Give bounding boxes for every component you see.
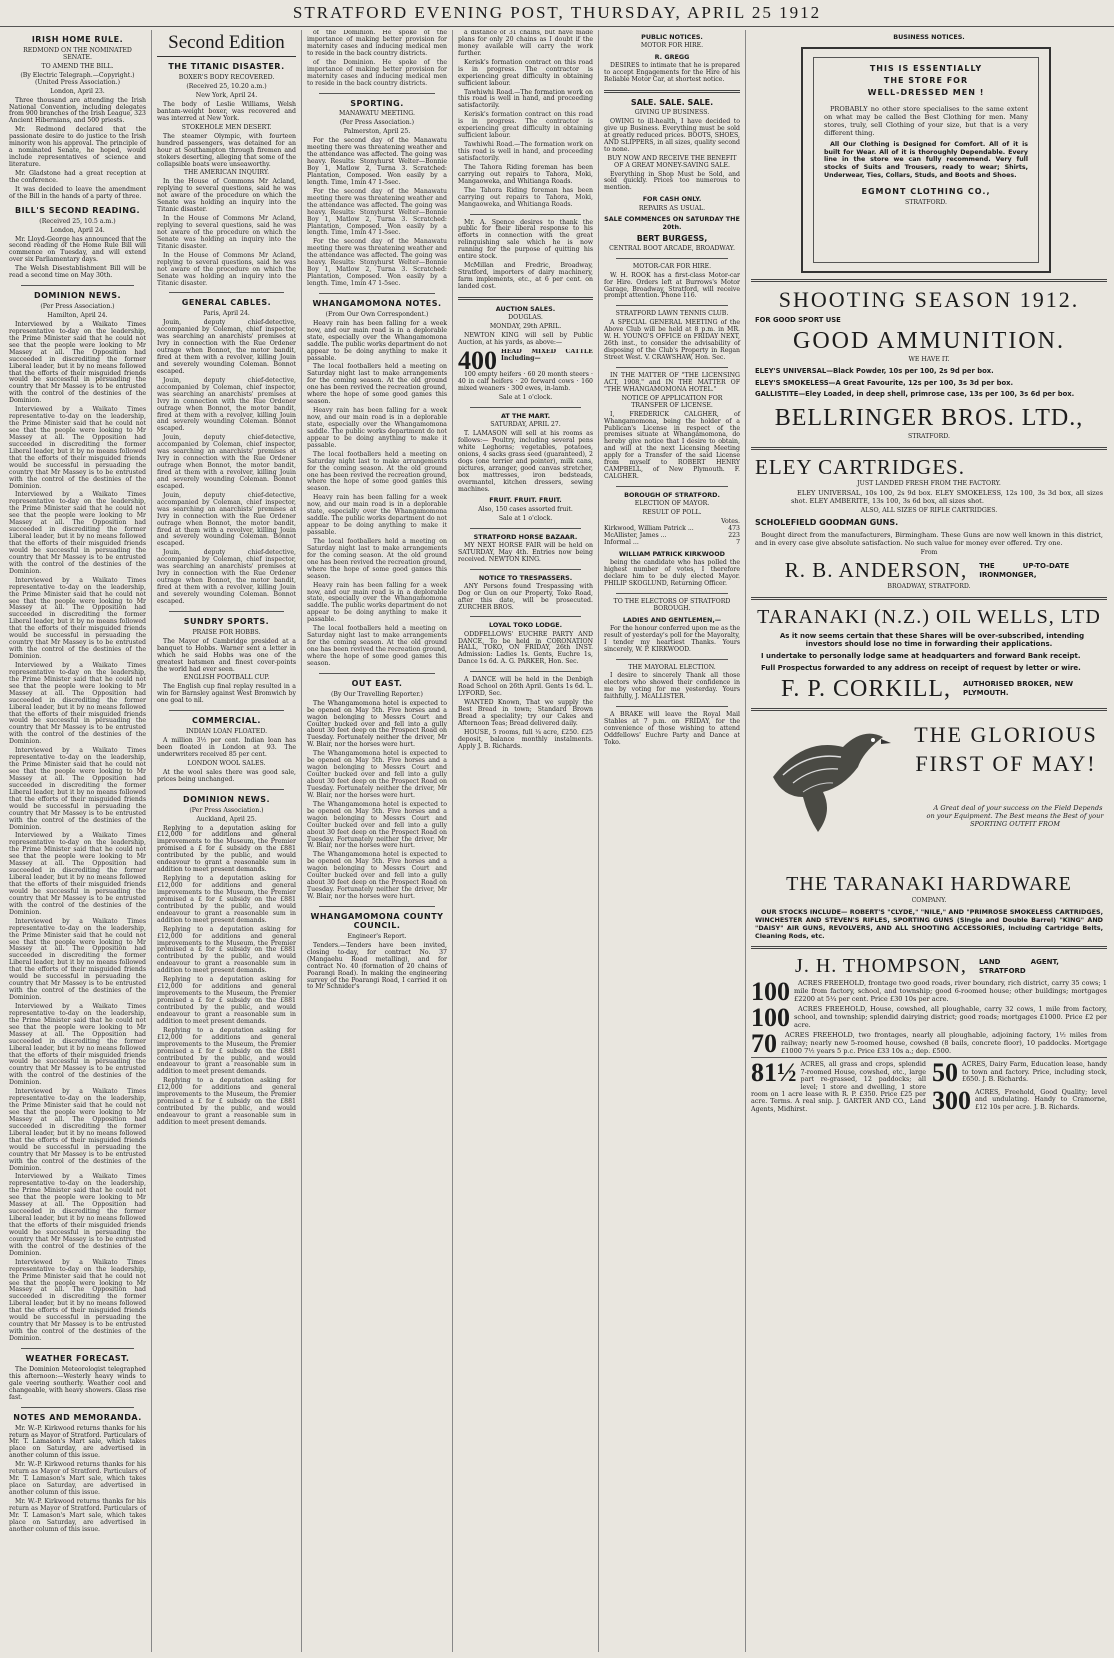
rifle-cartridges: ALSO, ALL SIZES OF RIFLE CARTRIDGES. xyxy=(860,507,998,515)
cattle-count: 400 xyxy=(458,348,497,373)
acres-text: ACRES FREEHOLD, House, cowshed, all ploughable, carry 32 cows, 1 mile from factory, school, and township; splendid dairying district; good roads; mortgages £1000. Price £2 per acre. xyxy=(794,1006,1107,1029)
house-notice: HOUSE, 5 rooms, full ¼ acre, £250. £25 deposit, balance monthly instalments. Apply J. B. Richards. xyxy=(458,728,593,750)
motorcar-title: MOTOR-CAR FOR HIRE. xyxy=(632,262,712,270)
vote-count: 223 xyxy=(728,531,740,539)
votes-header: Votes. xyxy=(721,518,740,526)
paragraph: Replying to a deputation asking for £12,000 for additions and general improvements to the Museum, the Premier promised a £ for £ subsidy on the £881 contributed by the public, and would endeavour to grant a reasonable sum in addition to meet present demands. xyxy=(157,824,296,874)
headline-out-east: OUT EAST. xyxy=(351,678,403,688)
paragraph: The Tahora Riding foreman has been carrying out repairs to Tahora, Moki, Mangaoweka, and Whitianga Roads. xyxy=(458,186,593,208)
divider xyxy=(21,1407,134,1408)
paragraph: Interviewed by a Waikato Times representative to-day on the leadership, the Prime Minister said that he could not see that the people were looking to Mr Massey at all. The Opposition had succeeded in discrediting the former Liberal leader, but it by no means followed that the efforts of their misguided friends would be successful in persuading the country that Mr Massey is to be entrusted with the control of the destinies of the Dominion. xyxy=(9,406,146,490)
ad-text: All Our Clothing is Designed for Comfort. All of it is built for Wear. All of it is thoroughly Dependable. Every line in the store we can fully recommend. Very full stocks of Suits and Trousers, ready to wear; Shirts, Underwear, Ties, Collars, Studs, and Boots and Shoes. xyxy=(824,140,1028,180)
paragraph: The Welsh Disestablishment Bill will be read a second time on May 30th. xyxy=(9,265,146,280)
paragraph: Heavy rain has been falling for a week now, and our main road is in a deplorable state, especially over the Whangamomona saddle. The public works department do not appear to be doing anything to make it passable. xyxy=(307,494,447,537)
divider xyxy=(616,593,728,594)
candidate-name: Kirkwood, William Patrick ... xyxy=(604,525,694,532)
subhead: REDMOND ON THE NOMINATED SENATE. xyxy=(23,46,132,61)
divider xyxy=(470,528,581,529)
thompson-name: J. H. THOMPSON, xyxy=(795,955,967,978)
paragraph: Interviewed by a Waikato Times representative to-day on the leadership, the Prime Minister said that he could not see that the people were looking to Mr Massey at all. The Opposition had succeeded in discrediting the former Liberal leader, but it by no means followed that the efforts of their misguided friends would be successful in persuading the country that Mr Massey is to be entrusted with the control of the destinies of the Dominion. xyxy=(9,917,146,1002)
headline-sundry-sports: SUNDRY SPORTS. xyxy=(183,616,270,626)
edition-title: Second Edition xyxy=(157,32,296,57)
tennis-text: A SPECIAL GENERAL MEETING of the Above Club will be held at 8 p.m. in MR. W. H. YOUNG'S OFFICE on FRIDAY NEXT, 26th inst., to consider the advisability of disposing of the Club's Property in Regan Street West. V. CRAWSHAW, Hon. Sec. xyxy=(604,319,740,362)
headline-dominion-news: DOMINION NEWS. xyxy=(33,291,122,301)
paragraph: The Whangamomona hotel is expected to be opened on May 5th. Five horses and a wagon belonging to Messrs Court and Coulter bucked over and fell into a gully about 30 feet deep on the Prospect Road on Tuesday. Fortunately neither the driver, Mr W. Blair, nor the horses were hurt. xyxy=(307,800,447,850)
ladies-title: LADIES AND GENTLEMEN,— xyxy=(622,615,722,624)
paragraph: For the second day of the Manawatu meeting there was threatening weather and the attendance was affected. The going was heavy. Results: Stonyhurst Welter—Bonnie Boy 1, Matlow 2, Turna 3. Scratched: Plantation, Composed. Won easily by a length. Time, 1min 47 1-5sec. xyxy=(307,238,447,288)
sale-time: Sale at 1 o'clock. xyxy=(498,394,553,401)
vote-count: 7 xyxy=(736,538,740,546)
thompson-tagline: LAND AGENT, STRATFORD xyxy=(978,957,1059,975)
credit-line: (By Our Travelling Reporter.) xyxy=(331,690,423,698)
poll-result: RESULT OF POLL. xyxy=(642,509,702,517)
cattle-list: 100 empty heifers · 60 20 month steers · 40 in calf heifers · 20 forward cows · 160 mixed weaners · 300 ewes, in-lamb. xyxy=(458,371,593,393)
bottom-listings xyxy=(751,1057,1107,1113)
credit-line: (From Our Own Correspondent.) xyxy=(325,310,429,318)
divider xyxy=(616,486,728,487)
dance-notice: A DANCE will be held in the Denbigh Road School on 26th April. Gents 1s 6d. L. LYFORD, Sec. xyxy=(458,676,593,698)
credit-line: (By Electric Telegraph.—Copyright.) (United Press Association.) xyxy=(20,71,135,86)
divider xyxy=(319,293,435,294)
paragraph: The Whangamomona hotel is expected to be opened on May 5th. Five horses and a wagon belonging to Messrs Court and Coulter bucked over and fell into a gully about 30 feet deep on the Prospect Road on Tuesday. Fortunately neither the driver, Mr W. Blair, nor the horses were hurt. xyxy=(307,750,447,799)
listing-right xyxy=(932,1061,1107,1113)
may-text: A Great deal of your success on the Field Depends on your Equipment. The Best means the Best of your SPORTING OUTFIT FROM xyxy=(926,804,1104,829)
paragraph: Replying to a deputation asking for £12,000 for additions and general improvements to the Museum, the Premier promised a £ for £ subsidy on the £881 contributed by the public, and would endeavour to grant a reasonable sum in addition to meet present demands. xyxy=(157,1026,296,1076)
from-label: From xyxy=(920,548,938,556)
duck-icon xyxy=(763,717,893,857)
divider xyxy=(751,708,1107,711)
paragraph: Replying to a deputation asking for £12,000 for additions and general improvements to the Museum, the Premier promised a £ for £ subsidy on the £881 contributed by the public, and would endeavour to grant a reasonable sum in addition to meet present demands. xyxy=(157,925,296,975)
bellringer-bros: BELLRINGER BROS. LTD., xyxy=(774,405,1084,432)
headline-general-cables: GENERAL CABLES. xyxy=(181,298,272,308)
paragraph: The English cup final replay resulted in a win for Barnsley against West Bromwich by one goal to nil. xyxy=(157,683,296,705)
first-of-may-ad xyxy=(751,717,1107,867)
divider xyxy=(470,407,581,408)
listing-item xyxy=(932,1061,1107,1084)
subhead: MANAWATU MEETING. xyxy=(339,110,415,118)
column-6-business-notices xyxy=(746,30,1112,1652)
paragraph: Jouin, deputy chief-detective, accompanied by Coleman, chief inspector, was searching an anarchists' premises at Ivry in connection with the Rue Ordener outrage when Bonnot, the motor bandit, fired at them with a revolver, killing Jouin and severely wounding Coleman. Bonnot escaped. xyxy=(157,491,296,548)
eley-smokeless: ELEY'S SMOKELESS—A Great Favourite, 12s per 100, 3s 3d per box. xyxy=(755,378,1014,387)
section-business-notices: BUSINESS NOTICES. xyxy=(893,33,965,41)
tennis-title: STRATFORD LAWN TENNIS CLUB. xyxy=(615,310,729,318)
license-text: I, FREDERICK CALGHER, of Whangamomona, being the holder of a Publican's License in respect of the premises situate at Whangamomona, do hereby give notice that I desire to obtain, and will at the next Licensing Meeting apply for a Transfer of the said License from myself to ROBERT HENRY CAMPBELL, of New Plymouth. F. CALGHER. xyxy=(604,410,740,481)
section-public-notices: PUBLIC NOTICES. xyxy=(641,33,703,41)
headline-irish-home-rule: IRISH HOME RULE. xyxy=(31,35,124,44)
divider xyxy=(616,706,728,707)
paragraph: Jouin, deputy chief-detective, accompanied by Coleman, chief inspector, was searching an anarchists' premises at Ivry in connection with the Rue Ordener outrage when Bonnot, the motor bandit, fired at them with a revolver, killing Jouin and severely wounding Coleman. Bonnot escaped. xyxy=(157,376,296,433)
divider xyxy=(470,616,581,617)
column-2 xyxy=(152,30,302,1652)
paragraph: Tawhiwhi Road.—The formation work on this road is well in hand, and proceeding satisfactorily. xyxy=(458,141,593,162)
burgess-name: BERT BURGESS, xyxy=(636,233,708,243)
paragraph: The Mayor of Cambridge presided at a banquet to Hobbs. Warner sent a letter in which he said Hobbs was one of the greatest batsmen and finest cover-points the world had ever seen. xyxy=(157,637,296,673)
paragraph: of the Dominion. He spoke of the importance of making better provision for maternity cases and inducing medical men to reside in the back country districts. xyxy=(307,58,447,87)
giving-text: OWING to ill-health, I have decided to give up Business. Everything must be sold at greatly reduced prices. BOOTS, SHOES, AND SLIPPERS, in all sizes, quality second to none. xyxy=(604,117,740,153)
anderson-tagline: THE UP-TO-DATE IRONMONGER, xyxy=(979,561,1070,579)
paragraph: The local footballers held a meeting on Saturday night last to make arrangements for the coming season. At the old ground one has been revived the recreation ground, where the hope of some good games this season. xyxy=(307,450,447,493)
taranaki-oil-wells: TARANAKI (N.Z.) OIL WELLS, LTD xyxy=(757,606,1101,629)
subhead: PRAISE FOR HOBBS. xyxy=(192,628,261,636)
sale-banner: SALE. SALE. SALE. xyxy=(630,98,714,108)
motor-title: MOTOR FOR HIRE. xyxy=(640,42,704,50)
paragraph: Jouin, deputy chief-detective, accompanied by Coleman, chief inspector, was searching an anarchists' premises at Ivry in connection with the Rue Ordener outrage when Bonnot, the motor bandit, fired at them with a revolver, killing Jouin and severely wounding Coleman. Bonnot escaped. xyxy=(157,434,296,490)
auction-place: DOUGLAS. xyxy=(508,314,543,322)
cattle-heading: HEAD MIXED CATTLE Including— xyxy=(501,348,593,362)
good-sport: FOR GOOD SPORT USE xyxy=(755,315,841,324)
paragraph: For the second day of the Manawatu meeting there was threatening weather and the attendance was affected. The going was heavy. Results: Stonyhurst Welter—Bonnie Boy 1, Matlow 2, Turna 3. Scratched: Plantation, Composed. Won easily by a length. Time, 1min 47 1-5sec. xyxy=(307,137,447,186)
oil-text: As it now seems certain that these Shares will be over-subscribed, intending investors should lose no time in forwarding their applications. xyxy=(779,631,1085,649)
paragraph: At the wool sales there was good sale, prices being unchanged. xyxy=(157,768,296,783)
paragraph: Heavy rain has been falling for a week now, and our main road is in a deplorable state, especially over the Whangamomona saddle. The public works department do not appear to be doing anything to make it passable. xyxy=(307,581,447,624)
corkill-row xyxy=(751,676,1107,703)
paragraph: Mr. W.-P. Kirkwood returns thanks for his return as Mayor of Stratford. Particulars of Mr. T. Lamason's Mart sale, which takes place on Saturday, are advertised in another column of this issue. xyxy=(9,1461,146,1497)
paragraph: McMillan and Fredric, Broadway, Stratford, importers of dairy machinery, farm implements, etc., at 6 per cent. on landed cost. xyxy=(458,262,593,290)
property-listing xyxy=(751,1032,1107,1056)
paragraph: Mr. W.-P. Kirkwood returns thanks for his return as Mayor of Stratford. Particulars of Mr. T. Lamason's Mart sale, which takes place on Saturday, are advertised in another column of this issue. xyxy=(9,1497,146,1533)
anderson-address: BROADWAY, STRATFORD. xyxy=(887,583,971,591)
divider xyxy=(21,285,134,286)
headline-dominion-news: DOMINION NEWS. xyxy=(182,794,271,804)
acres-number: 50 xyxy=(932,1061,958,1085)
auction-text: NEWTON KING will sell by Public Auction, at his yards, as above:— xyxy=(458,331,593,346)
taranaki-hardware: THE TARANAKI HARDWARE xyxy=(786,873,1072,896)
paragraph: Interviewed by a Waikato Times representative to-day on the leadership, the Prime Minister said that he could not see that the people were looking to Mr Massey at all. The Opposition had succeeded in discrediting the former Liberal leader, but it by no means followed that the efforts of their misguided friends would be successful in persuading the country that Mr Massey is to be entrusted with the control of the destinies of the Dominion. xyxy=(9,576,146,661)
paragraph: of the Dominion. He spoke of the importance of making better provision for maternity cases and inducing medical men to reside in the back country districts. xyxy=(307,30,447,57)
paragraph: The local footballers held a meeting on Saturday night last to make arrangements for the coming season. At the old ground one has been revived the recreation ground, where the hope of some good games this season. xyxy=(307,625,447,667)
eley-universal: ELEY'S UNIVERSAL—Black Powder, 10s per 100, 2s 9d per box. xyxy=(755,367,994,376)
credit-line: (Per Press Association.) xyxy=(189,806,264,814)
paragraph: In the House of Commons Mr Acland, replying to several questions, said he was not aware of the procedure on which the Senate was holding an inquiry into the Titanic disaster. xyxy=(157,215,296,250)
paragraph: Mr. A. Spence desires to thank the public for their liberal response to his efforts in connection with the great relinquishing sale which he is now running for the purpose of quitting his entire stock. xyxy=(458,218,593,261)
ladies-text: For the honour conferred upon me as the result of yesterday's poll for the Mayoralty, I tender my heartiest Thanks. Yours sincerely, W. P. KIRKWOOD. xyxy=(604,624,740,653)
dateline: London, April 23. xyxy=(50,87,105,95)
subhead: Engineer's Report. xyxy=(347,932,407,940)
mayoral-title: THE MAYORAL ELECTION. xyxy=(628,663,716,671)
divider xyxy=(319,906,435,907)
dateline: New York, April 24. xyxy=(195,92,258,100)
fruit-text: Also, 150 cases assorted fruit. xyxy=(478,505,573,513)
paragraph: The Tahora Riding foreman has been carrying out repairs to Tahora, Moki, Mangaoweka, and Whitianga Roads. xyxy=(458,163,593,185)
eley-cartridges: ELEY CARTRIDGES. xyxy=(755,454,965,479)
rook-text: W. H. ROOK has a first-class Motor-car for Hire. Orders left at Burrows's Motor Garage, Broadway, Stratford, will receive prompt attention. Phone 116. xyxy=(604,271,740,300)
repairs: REPAIRS AS USUAL. xyxy=(638,204,706,212)
divider xyxy=(21,1348,134,1349)
fruit-title: FRUIT. FRUIT. FRUIT. xyxy=(489,496,562,505)
buy-text: Everything in Shop Must be Sold, and sold quickly. Prices too numerous to mention. xyxy=(604,170,740,192)
bellringer-place: STRATFORD. xyxy=(907,432,950,440)
paragraph: A million 3½ per cent. Indian loan has been floated in London at 93. The underwriters received 85 per cent. xyxy=(157,737,296,758)
thompson-row xyxy=(751,955,1107,979)
elected-name: WILLIAM PATRICK KIRKWOOD xyxy=(619,549,725,558)
hardware-company: COMPANY. xyxy=(911,896,947,904)
acres-text: ACRES, Dairy Farm, Education lease, handy to town and factory. Price, including stock, £650. J. B. Richards. xyxy=(962,1061,1107,1084)
auction-date: MONDAY, 29th APRIL. xyxy=(489,322,562,330)
paragraph: Jouin, deputy chief-detective, accompanied by Coleman, chief inspector, was searching an anarchists' premises at Ivry in connection with the Rue Ordener outrage when Bonnot, the motor bandit, fired at them with a revolver, killing Jouin and severely wounding Coleman. Bonnot escaped. xyxy=(157,319,296,375)
divider xyxy=(169,710,284,711)
sale-time: Sale at 1 o'clock. xyxy=(498,514,553,522)
acres-number: 100 xyxy=(751,980,790,1005)
cartridge-prices: ELEY UNIVERSAL, 10s 100, 2s 9d box. ELEY SMOKELESS, 12s 100, 3s 3d box, all sizes shot. ELEY AMBERITE, 13s 100, 3s 6d box, all sizes shot. xyxy=(791,489,1103,506)
paragraph: Replying to a deputation asking for £12,000 for additions and general improvements to the Museum, the Premier promised a £ for £ subsidy on the £881 contributed by the public, and would endeavour to grant a reasonable sum in addition to meet present demands. xyxy=(157,1077,296,1126)
paragraph: Tawhiwhi Road.—The formation work on this road is well in hand, and proceeding satisfactorily. xyxy=(458,88,593,110)
mart-date: SATURDAY, APRIL 27. xyxy=(490,421,561,429)
paragraph: Heavy rain has been falling for a week now, and our main road is in a deplorable state, especially over the Whangamomona saddle. The public works department do not appear to be doing anything to make it passable. xyxy=(307,407,447,449)
declared-text: being the candidate who has polled the highest number of votes, I therefore declare him to be duly elected Mayor. PHILIP SKOGLUND, Returning Officer. xyxy=(604,558,740,587)
acres-number: 300 xyxy=(932,1088,971,1113)
auction-text: T. LAMASON will sell at his rooms as follows:— Poultry, including several pens white Leghorns; vegetables, potatoes, onions, 4 sacks grass seed (guaranteed), 2 dogs (one terrier and pointer), milk cans, pictures, arranger, good canvas stretcher, box mattresses, iron bedsteads, overmantel, kitchen dressers, sewing machines. xyxy=(458,430,593,493)
listing-left xyxy=(751,1061,926,1113)
license-matter: IN THE MATTER OF "THE LICENSING ACT, 1908," and IN THE MATTER OF "THE WHANGAMOMONA HOTEL." xyxy=(604,371,740,393)
paragraph: Mr. Lloyd-George has announced that the second reading of the Home Rule Bill will commence on Tuesday, and will extend over six Parliamentary days. xyxy=(9,235,146,264)
dateline: London, April 24. xyxy=(50,226,105,234)
election-title: ELECTION OF MAYOR. xyxy=(634,500,710,508)
received-line: (Received 25, 10.5 a.m.) xyxy=(39,217,116,225)
paragraph: Interviewed by a Waikato Times representative to-day on the leadership, the Prime Minister said that he could not see that the people were looking to Mr Massey at all. The Opposition had succeeded in discrediting the former Liberal leader, but it by no means followed that the efforts of their misguided friends would be successful in persuading the country that Mr Massey is to be entrusted with the control of the destinies of the Dominion. xyxy=(9,832,146,916)
vote-list xyxy=(604,526,740,547)
property-listing xyxy=(751,980,1107,1004)
paragraph: The local footballers held a meeting on Saturday night last to make arrangements for the coming season. At the old ground one has been revived the recreation ground, where the hope of some good games this season. xyxy=(307,537,447,580)
acres-number: 100 xyxy=(751,1006,790,1030)
divider xyxy=(470,214,581,215)
acres-text: ACRES, Freehold, Good Quality; level and undulating. Handy to Cramorne, £12 10s per acre. J. B. Richards. xyxy=(975,1088,1107,1111)
bread-notice: WANTED Known, That we supply the Best Bread in town; Standard Brown Bread a speciality; try our Cakes and Afternoon Teas; Bread delivered daily. xyxy=(458,699,593,727)
paragraph: In the House of Commons Mr Acland, replying to several questions, said he was not aware of the procedure on which the Senate was holding an inquiry into the Titanic disaster. xyxy=(157,178,296,214)
divider xyxy=(751,447,1107,450)
paragraph: Heavy rain has been falling for a week now, and our main road is in a deplorable state, especially over the Whangamomona saddle. The public works department do not appear to be doing anything to make it passable. xyxy=(307,319,447,362)
subhead: ENGLISH FOOTBALL CUP. xyxy=(183,674,270,682)
paragraph: The Whangamomona hotel is expected to be opened on May 5th. Five horses and a wagon belonging to Messrs Court and Coulter bucked over and fell into a gully about 30 feet deep on the Prospect Road on Tuesday. Fortunately neither the driver, Mr W. Blair, nor the horses were hurt. xyxy=(307,851,447,901)
gregg-name: R. GREGG xyxy=(654,53,690,62)
ad-line: THIS IS ESSENTIALLY xyxy=(869,64,983,74)
paragraph: Interviewed by a Waikato Times representative to-day on the leadership, the Prime Minister said that he could not see that the people were looking to Mr Massey at all. The Opposition had succeeded in discrediting the former Liberal leader, but it by no means followed that the efforts of their misguided friends would be successful in persuading the country that Mr Massey is to be entrusted with the control of the destinies of the Dominion. xyxy=(9,1002,146,1087)
divider xyxy=(616,659,728,660)
license-notice: NOTICE OF APPLICATION FOR TRANSFER OF LICENSE. xyxy=(621,394,723,409)
corkill-tagline: AUTHORISED BROKER, NEW PLYMOUTH. xyxy=(963,680,1074,698)
paragraph: The local footballers held a meeting on Saturday night last to make arrangements for the coming season. At the old ground one has been revived the recreation ground, where the hope of some good games this season. xyxy=(307,363,447,406)
brake-notice: A BRAKE will leave the Royal Mail Stables at 7 p.m. on FRIDAY, for the convenience of those wishing to attend Oddfellows' Euchre Party and Dance at Toko. xyxy=(604,711,740,746)
divider xyxy=(604,90,740,93)
masthead: STRATFORD EVENING POST, THURSDAY, APRIL 25 1912 xyxy=(0,0,1114,27)
oil-text: Full Prospectus forwarded to any address on receipt of request by letter or wire. xyxy=(761,663,1081,672)
shooting-season-title: SHOOTING SEASON 1912. xyxy=(778,287,1080,313)
dateline: Palmerston, April 25. xyxy=(343,128,411,136)
listing-item xyxy=(932,1089,1107,1112)
subhead: STOKEHOLE MEN DESERT. xyxy=(181,123,272,131)
subhead: THE AMERICAN INQUIRY. xyxy=(183,169,270,177)
egmont-clothing-ad xyxy=(801,47,1051,273)
acres-text: ACRES FREEHOLD, frontage two good roads, river boundary, rich district, carry 35 cows; 1 mile from factory, school, and township; good 6-roomed house; other buildings; mortgages £2200 at 5¼ per cent. Price £30 10s per acre. xyxy=(794,980,1107,1004)
divider xyxy=(319,673,435,674)
paragraph: The body of Leslie Williams, Welsh bantam-weight boxer, was recovered and was interred at New York. xyxy=(157,101,296,122)
divider xyxy=(616,305,728,306)
dateline: Hamilton, April 24. xyxy=(47,312,108,320)
paragraph: Mr. Gladstone had a great reception at the conference. xyxy=(9,169,146,184)
ad-company: EGMONT CLOTHING CO., xyxy=(861,186,991,196)
divider xyxy=(751,279,1107,282)
dateline: Paris, April 24. xyxy=(203,310,250,318)
horse-bazaar-text: MY NEXT HORSE FAIR will be held on SATURDAY, May 4th. Entries now being received. NEWTON KING. xyxy=(458,541,593,563)
headline-county-council: WHANGAMOMONA COUNTY COUNCIL. xyxy=(310,911,444,930)
headline-titanic-disaster: THE TITANIC DISASTER. xyxy=(168,62,285,72)
paragraph: Interviewed by a Waikato Times representative to-day on the leadership, the Prime Minister said that he could not see that the people were looking to Mr Massey at all. The Opposition had succeeded in discrediting the former Liberal leader, but it by no means followed that the efforts of their misguided friends would be successful in persuading the country that Mr Massey is to be entrusted with the control of the destinies of the Dominion. xyxy=(9,491,146,575)
paragraph: Jouin, deputy chief-detective, accompanied by Coleman, chief inspector, was searching an anarchists' premises at Ivry in connection with the Rue Ordener outrage when Bonnot, the motor bandit, fired at them with a revolver, killing Jouin and severely wounding Coleman. Bonnot escaped. xyxy=(157,549,296,605)
paragraph: Interviewed by a Waikato Times representative to-day on the leadership, the Prime Minister said that he could not see that the people were looking to Mr Massey at all. The Opposition had succeeded in discrediting the former Liberal leader, but it by no means followed that the efforts of their misguided friends would be successful in persuading the country that Mr Massey is to be entrusted with the control of the destinies of the Dominion. xyxy=(9,1173,146,1257)
property-listing xyxy=(751,1006,1107,1030)
column-5 xyxy=(599,30,746,1652)
paragraph: Interviewed by a Waikato Times representative to-day on the leadership, the Prime Minister said that he could not see that the people were looking to Mr Massey at all. The Opposition had succeeded in discrediting the former Liberal leader, but it by no means followed that the efforts of their misguided friends would be successful in persuading the country that Mr Massey is to be entrusted with the control of the destinies of the Dominion. xyxy=(9,1088,146,1172)
mart-title: AT THE MART. xyxy=(500,411,551,420)
ad-text: PROBABLY no other store specialises to the same extent on what may be called the Best Clothing for men. Many stores, truly, sell Clothing of your size, but that is a very different thing. xyxy=(824,105,1028,137)
divider xyxy=(319,93,435,94)
divider xyxy=(470,569,581,570)
paragraph: The Whangamomona hotel is expected to be opened on May 5th. Five horses and a wagon belonging to Messrs Court and Coulter bucked over and fell into a gully about 30 feet deep on the Prospect Road on Tuesday. Fortunately neither the driver, Mr W. Blair, nor the horses were hurt. xyxy=(307,699,447,749)
acres-text: ACRES, all grass and crops, splendid 7-roomed House, cowshed, etc., large part re-grassed, 12 paddocks; all level; 1 store and dwelling, 1 store room on 1 acre lease with R. P. £350. Price £25 per acre. Terms. A real snip. J. GARTER AND CO., Land Agents, Midhirst. xyxy=(751,1061,926,1113)
gallistite: GALLISTITE—Eley Loaded, in deep shell, primrose case, 13s per 100, 3s 6d per box. xyxy=(755,390,1075,399)
divider xyxy=(751,597,1107,600)
lodge-text: ODDFELLOWS' EUCHRE PARTY AND DANCE, To be held in CORONATION HALL, TOKO, ON FRIDAY, 26th INST. Admission: Ladies 1s. Gents, Euchre 1s, Dance 1s 6d. A. G. PARKER, Hon. Sec. xyxy=(458,630,593,666)
credit-line: (Per Press Association.) xyxy=(40,303,115,311)
scholefield-guns: SCHOLEFIELD GOODMAN GUNS. xyxy=(755,518,899,528)
subhead: INDIAN LOAN FLOATED. xyxy=(185,728,268,736)
trespass-title: NOTICE TO TRESPASSERS. xyxy=(478,573,573,582)
corkill-name: F. P. CORKILL, xyxy=(780,675,952,702)
glorious: THE GLORIOUS xyxy=(914,722,1098,748)
paragraph: Interviewed by a Waikato Times representative to-day on the leadership, the Prime Minister said that he could not see that the people were looking to Mr Massey at all. The Opposition had succeeded in discrediting the former Liberal leader, but it by no means followed that the efforts of their misguided friends would be successful in persuading the country that Mr Massey is to be entrusted with the control of the destinies of the Dominion. xyxy=(9,320,146,405)
headline-sporting: SPORTING. xyxy=(350,98,404,108)
headline-whangamomona-notes: WHANGAMOMONA NOTES. xyxy=(312,298,442,308)
acres-number: 70 xyxy=(751,1031,777,1056)
divider xyxy=(470,671,581,672)
paragraph: Replying to a deputation asking for £12,000 for additions and general improvements to the Museum, the Premier promised a £ for £ subsidy on the £881 contributed by the public, and would endeavour to grant a reasonable sum in addition to meet present demands. xyxy=(157,976,296,1025)
giving-title: GIVING UP BUSINESS. xyxy=(634,109,710,117)
subhead: LONDON WOOL SALES. xyxy=(187,759,266,767)
divider xyxy=(169,789,284,790)
headline-weather-forecast: WEATHER FORECAST. xyxy=(25,1353,130,1363)
headline-bills-second-reading: BILL'S SECOND READING. xyxy=(14,205,141,215)
electors-title: TO THE ELECTORS OF STRATFORD BOROUGH. xyxy=(613,597,731,612)
buy-now: BUY NOW AND RECEIVE THE BENEFIT OF A GREAT MONEY-SAVING SALE. xyxy=(607,154,737,169)
scholefield-text: Bought direct from the manufacturers, Birmingham. These Guns are now well known in this district, and in every case give absolute satisfaction. No such value for money ever offered. Try one. xyxy=(755,531,1103,547)
received-line: (Received 25, 10.20 a.m.) xyxy=(186,83,267,91)
paragraph: It was decided to leave the amendment of the Bill in the hands of a party of three. xyxy=(9,185,146,200)
may-headline xyxy=(901,719,1111,778)
divider xyxy=(751,946,1107,949)
subhead: BOXER'S BODY RECOVERED. xyxy=(178,74,275,82)
cattle-block xyxy=(458,349,593,372)
paragraph: Three thousand are attending the Irish National Convention, including delegates from 900 branches of the Irish League, 323 Ancient Hibernians, and 500 priests. xyxy=(9,96,146,125)
hardware-stocks: OUR STOCKS INCLUDE— ROBERT'S "CLYDE," "NILE," AND "PRIMROSE SMOKELESS CARTRIDGES, WINCHESTER AND STEVEN'S RIFLES, SPORTING GUNS (Single and Double Barrel) "KING" AND "DAISY" AIR GUNS, REVOLVERS, AND ALL SHOOTING ACCESSORIES, including Cartridge Belts, Cleaning Rods, etc. xyxy=(755,907,1103,940)
divider xyxy=(169,611,284,612)
horse-bazaar-title: STRATFORD HORSE BAZAAR. xyxy=(473,532,578,541)
column-1 xyxy=(4,30,152,1652)
column-3 xyxy=(302,30,453,1652)
divider xyxy=(616,367,728,368)
ad-inner-border xyxy=(813,57,1039,263)
commences: SALE COMMENCES ON SATURDAY THE 20th. xyxy=(604,215,740,231)
motor-text: DESIRES to intimate that he is prepared to accept Engagements for the Hire of his Reliable Motor Car, at shortest notice. xyxy=(604,62,740,84)
subhead: TO AMEND THE BILL. xyxy=(41,62,114,70)
paragraph: Interviewed by a Waikato Times representative to-day on the leadership, the Prime Minister said that he could not see that the people were looking to Mr Massey at all. The Opposition had succeeded in discrediting the former Liberal leader, but it by no means followed that the efforts of their misguided friends would be successful in persuading the country that Mr Massey is to be entrusted with the control of the destinies of the Dominion. xyxy=(9,1258,146,1343)
divider xyxy=(458,297,593,300)
paragraph: For the second day of the Manawatu meeting there was threatening weather and the attendance was affected. The going was heavy. Results: Stonyhurst Welter—Bonnie Boy 1, Matlow 2, Turna 3. Scratched: Plantation, Composed. Won easily by a length. Time, 1min 47 1-5sec. xyxy=(307,187,447,237)
paragraph: Interviewed by a Waikato Times representative to-day on the leadership, the Prime Minister said that he could not see that the people were looking to Mr Massey at all. The Opposition had succeeded in discrediting the former Liberal leader, but it by no means followed that the efforts of their misguided friends would be successful in persuading the country that Mr Massey is to be entrusted with the control of the destinies of the Dominion. xyxy=(9,747,146,831)
oil-text: I undertake to personally lodge same at headquarters and forward Bank receipt. xyxy=(761,652,1081,661)
acres-text: ACRES FREEHOLD, two frontages, nearly all ploughable, adjoining factory, 1½ miles from railway; nearly new 5-roomed house, cowshed (8 bails, concrete floor), 10 paddocks. Mortgage £1000 7½ years 5 p.c. Price £33 10s a.; dep. £500. xyxy=(781,1031,1107,1055)
column-4 xyxy=(453,30,599,1652)
paragraph: Tenders.—Tenders have been invited, closing to-day, for contract No. 37 (Mangaehu Road metalling), and for contract No. 40 (formation of 20 chains of Poarangi Road). In making the engineering survey of the Poarangi Road, I carried it on to Mr Schnider's xyxy=(307,941,447,991)
paragraph: In the House of Commons Mr Acland, replying to several questions, said he was not aware of the procedure on which the Senate was holding an inquiry into the Titanic disaster. xyxy=(157,251,296,287)
vote-row xyxy=(604,540,740,547)
paragraph: The Dominion Meteorologist telegraphed this afternoon:—Westerly heavy winds to gale veering southerly. Weather cool and changeable, with heavy showers. Glass rise fast. xyxy=(9,1365,146,1401)
anderson-row xyxy=(751,559,1107,583)
first-of-may: FIRST OF MAY! xyxy=(915,751,1097,777)
ad-place: STRATFORD. xyxy=(904,198,947,206)
ad-line: THE STORE FOR xyxy=(883,76,969,86)
candidate-name: McAllister, James ... xyxy=(604,531,667,539)
headline-notes-memoranda: NOTES AND MEMORANDA. xyxy=(13,1412,142,1422)
cash-only: FOR CASH ONLY. xyxy=(642,195,702,204)
paragraph: Mr. W.-P. Kirkwood returns thanks for his return as Mayor of Stratford. Particulars of Mr. T. Lamason's Mart sale, which takes place on Saturday, are advertised in another column of this issue. xyxy=(9,1424,146,1460)
headline-commercial: COMMERCIAL. xyxy=(192,716,261,726)
dateline: Auckland, April 25. xyxy=(196,815,257,823)
paragraph: Kerisk's formation contract on this road is in progress. The contractor is experiencing great difficulty in obtaining sufficient labour. xyxy=(458,111,593,140)
divider xyxy=(169,292,284,293)
paragraph: a distance of 31 chains, but have made plans for only 20 chains as I doubt if the money available will carry the work further. xyxy=(458,30,593,57)
section-auction-sales: AUCTION SALES. xyxy=(495,304,556,313)
credit-line: (Per Press Association.) xyxy=(339,119,415,127)
we-have-it: WE HAVE IT. xyxy=(908,356,950,364)
paragraph: Kerisk's formation contract on this road is in progress. The contractor is experiencing great difficulty in obtaining sufficient labour. xyxy=(458,58,593,87)
candidate-name: Informal ... xyxy=(604,538,639,546)
paragraph: Replying to a deputation asking for £12,000 for additions and general improvements to the Museum, the Premier promised a £ for £ subsidy on the £881 contributed by the public, and would endeavour to grant a reasonable sum in addition to meet present demands. xyxy=(157,875,296,924)
anderson-name: R. B. ANDERSON, xyxy=(784,557,968,582)
arcade: CENTRAL BOOT ARCADE, BROADWAY. xyxy=(609,244,735,252)
trespass-text: ANY Persons found Trespassing with Dog or Gun on our Property, Toko Road, after this date, will be prosecuted. ZURCHER BROS. xyxy=(458,582,593,611)
acres-number: 81½ xyxy=(751,1061,797,1088)
paragraph: Mr. Redmond declared that the passionate desire to do justice to the Irish minority won his approval. The principle of a nominated Senate, he hoped, would include representatives of science and literature. xyxy=(9,126,146,169)
good-ammunition: GOOD AMMUNITION. xyxy=(793,328,1065,355)
paragraph: The steamer Olympic, with fourteen hundred passengers, was detained for an hour at Southampton through firemen and stokers deserting, alleging that some of the collapsible boats were unseaworthy. xyxy=(157,132,296,168)
divider xyxy=(616,258,728,259)
mcallister-text: I desire to sincerely Thank all those electors who showed their confidence in me by voting for me yesterday. Yours faithfully, J. McALLISTER. xyxy=(604,672,740,701)
borough-title: BOROUGH OF STRATFORD. xyxy=(624,491,720,500)
paragraph: Interviewed by a Waikato Times representative to-day on the leadership, the Prime Minister said that he could not see that the people were looking to Mr Massey at all. The Opposition had succeeded in discrediting the former Liberal leader, but it by no means followed that the efforts of their misguided friends would be successful in persuading the country that Mr Massey is to be entrusted with the control of the destinies of the Dominion. xyxy=(9,661,146,746)
fresh-from-factory: JUST LANDED FRESH FROM THE FACTORY. xyxy=(857,480,1001,488)
lodge-title: LOYAL TOKO LODGE. xyxy=(488,621,563,630)
vote-count: 473 xyxy=(728,525,740,532)
ad-line: WELL-DRESSED MEN ! xyxy=(867,88,985,98)
